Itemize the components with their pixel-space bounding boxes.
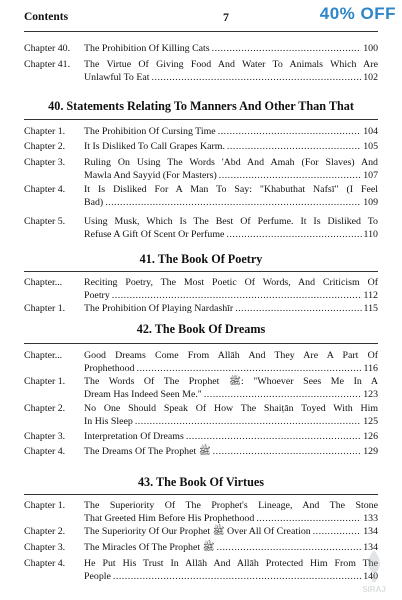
entry-page-number: 105 bbox=[363, 141, 378, 152]
entry-title-line: Using Musk, Which Is The Best Of Perfume. It Is Disliked To bbox=[84, 216, 378, 227]
entry-page-number: 104 bbox=[363, 126, 378, 137]
chapter-number: Chapter 4. bbox=[24, 558, 66, 569]
entry-title-line: Interpretation Of Dreams bbox=[84, 431, 184, 442]
section-rule bbox=[24, 343, 378, 344]
entry-title-line: People bbox=[84, 571, 111, 583]
dot-leader bbox=[204, 388, 361, 401]
entry-title-line: The Words Of The Prophet ﷺ: "Whoever Sees Me In A bbox=[84, 376, 378, 387]
dot-leader bbox=[105, 196, 361, 209]
chapter-number: Chapter 1. bbox=[24, 126, 66, 137]
entry-page-number: 134 bbox=[363, 526, 378, 537]
entry-page-number: 102 bbox=[363, 72, 378, 84]
dot-leader bbox=[217, 541, 362, 554]
page-number: 7 bbox=[223, 10, 229, 24]
entry-body bbox=[84, 302, 378, 315]
entry-title-line: The Prohibition Of Killing Cats bbox=[84, 43, 210, 54]
entry-body bbox=[84, 375, 378, 401]
dot-leader bbox=[256, 512, 361, 525]
entry-body bbox=[84, 156, 378, 182]
dot-leader bbox=[235, 302, 361, 315]
entry-title-line: Ruling On Using The Words 'Abd And Amah (For Slaves) And bbox=[84, 157, 378, 168]
chapter-number: Chapter 2. bbox=[24, 141, 66, 152]
chapter-number: Chapter 1. bbox=[24, 500, 66, 511]
entry-body bbox=[84, 349, 378, 375]
dot-leader bbox=[112, 289, 362, 302]
dot-leader bbox=[213, 445, 362, 458]
entry-page-number: 126 bbox=[363, 431, 378, 442]
entry-title-line: He Put His Trust In Allāh And Allāh Protected Him From The bbox=[84, 558, 378, 569]
entry-title-line: It Is Disliked For A Man To Say: "Khabuthat Nafsī" (I Feel bbox=[84, 184, 378, 195]
entry-title-line: Poetry bbox=[84, 290, 110, 302]
entry-body bbox=[84, 541, 378, 554]
entry-body bbox=[84, 430, 378, 443]
entry-title-line: That Greeted Him Before His Prophethood bbox=[84, 513, 255, 525]
entry-title-line: Good Dreams Come From Allāh And They Are A Part Of bbox=[84, 350, 378, 361]
entry-title-line: The Prohibition Of Playing Nardashīr bbox=[84, 303, 234, 314]
entry-body bbox=[84, 183, 378, 209]
entry-body bbox=[84, 402, 378, 428]
chapter-number: Chapter... bbox=[24, 277, 63, 288]
entry-title-line: Bad) bbox=[84, 197, 104, 209]
dot-leader bbox=[227, 140, 361, 153]
entry-body bbox=[84, 499, 378, 525]
entry-page-number: 133 bbox=[363, 513, 378, 525]
entry-page-number: 109 bbox=[363, 197, 378, 209]
chapter-number: Chapter 41. bbox=[24, 59, 71, 70]
entry-body bbox=[84, 557, 378, 583]
dot-leader bbox=[226, 228, 361, 241]
entry-title-line: Unlawful To Eat bbox=[84, 72, 150, 84]
chapter-number: Chapter 4. bbox=[24, 184, 66, 195]
siraj-watermark-logo bbox=[352, 546, 396, 594]
entry-body bbox=[84, 215, 378, 241]
entry-title-line: Mawla And Sayyid (For Masters) bbox=[84, 170, 217, 182]
chapter-number: Chapter 2. bbox=[24, 526, 66, 537]
entry-body bbox=[84, 58, 378, 84]
chapter-number: Chapter 3. bbox=[24, 157, 66, 168]
entry-page-number: 116 bbox=[363, 363, 378, 375]
dot-leader bbox=[135, 415, 361, 428]
entry-title-line: The Dreams Of The Prophet ﷺ bbox=[84, 446, 211, 457]
dot-leader bbox=[313, 525, 361, 538]
entry-title-line: Prophethood bbox=[84, 363, 135, 375]
entry-page-number: 123 bbox=[363, 389, 378, 401]
entry-body bbox=[84, 276, 378, 302]
entry-title-line: It Is Disliked To Call Grapes Karm. bbox=[84, 141, 225, 152]
running-head: Contents bbox=[24, 11, 69, 23]
entry-title-line: Refuse A Gift Of Scent Or Perfume bbox=[84, 229, 225, 241]
header-rule bbox=[24, 31, 378, 32]
entry-title-line: The Miracles Of The Prophet ﷺ bbox=[84, 542, 215, 553]
entry-page-number: 115 bbox=[363, 303, 378, 314]
entry-body bbox=[84, 445, 378, 458]
entry-title-line: The Superiority Of Our Prophet ﷺ Over All Of Creation bbox=[84, 526, 311, 537]
section-rule bbox=[24, 494, 378, 495]
dot-leader bbox=[218, 125, 362, 138]
section-rule bbox=[24, 119, 378, 120]
entry-title-line: In His Sleep bbox=[84, 416, 133, 428]
entry-page-number: 140 bbox=[363, 571, 378, 583]
watermark-text: SIRAJ bbox=[362, 585, 386, 594]
chapter-number: Chapter 2. bbox=[24, 403, 66, 414]
dot-leader bbox=[219, 169, 361, 182]
dot-leader bbox=[152, 71, 362, 84]
entry-page-number: 134 bbox=[363, 542, 378, 553]
section-title: 42. The Book Of Dreams bbox=[136, 322, 266, 336]
chapter-number: Chapter 3. bbox=[24, 542, 66, 553]
entry-title-line: The Prohibition Of Cursing Time bbox=[84, 126, 216, 137]
entry-body bbox=[84, 525, 378, 538]
entry-body bbox=[84, 42, 378, 55]
chapter-number: Chapter 4. bbox=[24, 446, 66, 457]
dot-leader bbox=[186, 430, 361, 443]
section-title: 41. The Book Of Poetry bbox=[139, 252, 263, 266]
entry-title-line: Dream Has Indeed Seen Me." bbox=[84, 389, 202, 401]
chapter-number: Chapter 1. bbox=[24, 376, 66, 387]
entry-page-number: 129 bbox=[363, 446, 378, 457]
chapter-number: Chapter... bbox=[24, 350, 63, 361]
entry-body bbox=[84, 125, 378, 138]
chapter-number: Chapter 1. bbox=[24, 303, 66, 314]
entry-page-number: 125 bbox=[363, 416, 378, 428]
discount-badge: 40% OFF bbox=[319, 4, 396, 23]
entry-title-line: Reciting Poetry, The Most Poetic Of Words, And Criticism Of bbox=[84, 277, 378, 288]
dot-leader bbox=[136, 362, 361, 375]
section-rule bbox=[24, 271, 378, 272]
section-title: 40. Statements Relating To Manners And Other Than That bbox=[48, 99, 354, 113]
dot-leader bbox=[113, 570, 361, 583]
dot-leader bbox=[212, 42, 362, 55]
entry-page-number: 100 bbox=[363, 43, 378, 54]
entry-title-line: The Superiority Of The Prophet's Lineage, And The Stone bbox=[84, 500, 378, 511]
chapter-number: Chapter 3. bbox=[24, 431, 66, 442]
entry-page-number: 112 bbox=[363, 290, 378, 302]
section-title: 43. The Book Of Virtues bbox=[137, 475, 265, 489]
entry-title-line: No One Should Speak Of How The Shaiṭān Toyed With Him bbox=[84, 403, 378, 414]
entry-title-line: The Virtue Of Giving Food And Water To Animals Which Are bbox=[84, 59, 378, 70]
entry-body bbox=[84, 140, 378, 153]
entry-page-number: 107 bbox=[363, 170, 378, 182]
chapter-number: Chapter 5. bbox=[24, 216, 66, 227]
chapter-number: Chapter 40. bbox=[24, 43, 71, 54]
entry-page-number: 110 bbox=[363, 229, 378, 241]
